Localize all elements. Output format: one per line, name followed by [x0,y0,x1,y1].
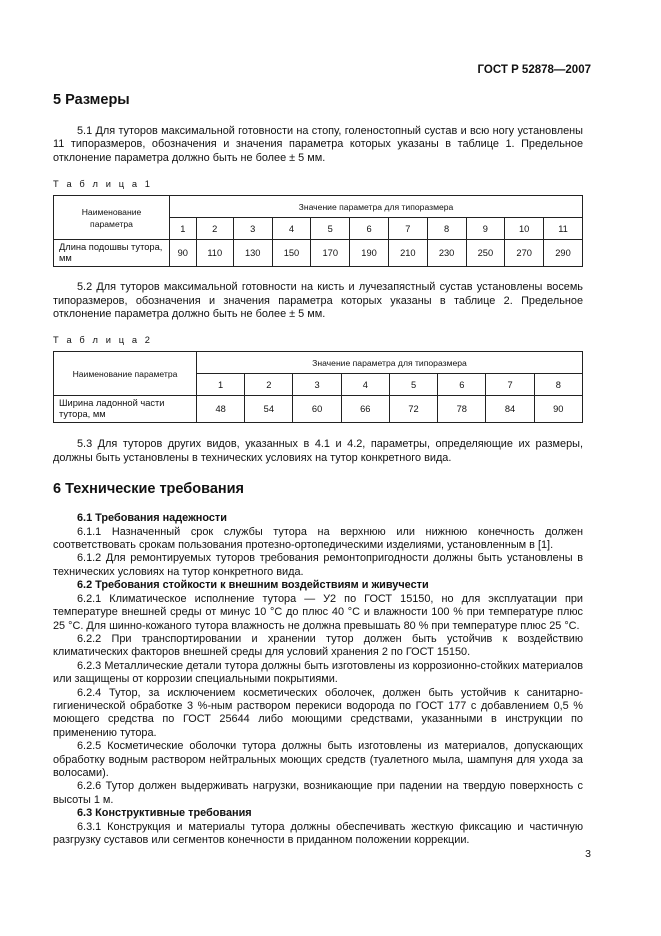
table-1-value: 230 [427,240,466,267]
table-2-size: 8 [534,374,582,396]
table-1-value: 290 [544,240,583,267]
table-1-size: 11 [544,218,583,240]
table-2-value: 54 [245,396,293,423]
paragraph-6-3-1: 6.3.1 Конструкция и материалы тутора должны обеспечивать жесткую фиксацию и частичную разгрузку суставов или сегментов конечности в приданном положении коррекции. [53,820,583,846]
table-2-caption: Т а б л и ц а 2 [53,335,153,346]
table-1-size: 3 [233,218,272,240]
paragraph-6-2-1: 6.2.1 Климатическое исполнение тутора — У2 по ГОСТ 15150, но для эксплуатации при температуре внешней среды от минус 10 °С до плюс 40 °С и влажности 100 % при температуре плюс 25 °С. Для шинно-кожаного тутора влажность не должна превышать 80 % при температуре плюс 25 °С. [53,592,583,632]
table-1-value: 130 [233,240,272,267]
table-2 [53,351,583,423]
table-1-value: 190 [350,240,389,267]
table-2-value: 66 [341,396,389,423]
document-id: ГОСТ Р 52878—2007 [477,64,591,76]
table-1-size: 6 [350,218,389,240]
table-1-size: 4 [272,218,311,240]
document-body [53,92,583,847]
section-6-title: 6 Технические требования [53,481,245,498]
table-1-value: 250 [466,240,505,267]
table-1-caption: Т а б л и ц а 1 [53,179,153,190]
table-2-size: 1 [197,374,245,396]
paragraph-6-2-6: 6.2.6 Тутор должен выдерживать нагрузки, возникающие при падении на твердую поверхность с высоты 1 м. [53,780,583,806]
table-1-value: 90 [170,240,197,267]
table-2-value: 84 [486,396,534,423]
paragraph-6-2-3: 6.2.3 Металлические детали тутора должны быть изготовлены из коррозионно-стойких материалов или защищены от коррозии специальными покрытиями. [53,659,583,686]
paragraph-6-2-5: 6.2.5 Косметические оболочки тутора должны быть изготовлены из материалов, допускающих обработку водным раствором нейтральных моющих средств (туалетного мыла, шампуня для ухода за волосами). [53,740,583,779]
paragraph-5-3: 5.3 Для туторов других видов, указанных в 4.1 и 4.2, параметры, определяющие их размеры, должны быть установлены в технических условиях на тутор конкретного вида. [53,438,583,464]
table-1-value: 270 [505,240,544,267]
table-2-value: 48 [197,396,245,423]
table-1-data-row [54,240,583,267]
table-1-size: 9 [466,218,505,240]
paragraph-6-2-4: 6.2.4 Тутор, за исключением косметических оболочек, должен быть устойчив к санитарно-гигиенической обработке 3 %-ным раствором перекиси водорода по ГОСТ 177 с добавлением 0,5 % моющего средства по ГОСТ 25644 либо моющими средствами, указанными в инструкции по применению тутора. [53,686,583,739]
section-5-title: 5 Размеры [53,92,130,108]
table-1-size: 7 [388,218,427,240]
subsection-6-1-title: 6.1 Требования надежности [77,512,227,525]
table-2-size: 4 [341,374,389,396]
table-1-value: 150 [272,240,311,267]
paragraph-6-1-2: 6.1.2 Для ремонтируемых туторов требования ремонтопригодности должны быть установлены в технических условиях на тутор конкретного вида. [53,552,583,578]
table-1-value: 110 [196,240,233,267]
table-1-value-header: Значение параметра для типоразмера [170,196,583,218]
table-2-value-header: Значение параметра для типоразмера [197,352,583,374]
table-2-param-header: Наименование параметра [54,352,197,396]
table-1-value: 170 [311,240,350,267]
table-2-size: 7 [486,374,534,396]
table-2-data-row [54,396,583,423]
table-1-size: 8 [427,218,466,240]
paragraph-5-2: 5.2 Для туторов максимальной готовности на кисть и лучезапястный сустав установлены восемь типоразмеров, обозначения и значения параметра которых указаны в таблице 2. Предельное отклонение параметра должно быть не более ± 5 мм. [53,281,583,321]
page-number: 3 [585,848,591,860]
table-2-row-label: Ширина ладонной части тутора, мм [54,396,197,423]
table-2-value: 78 [438,396,486,423]
table-2-size: 5 [389,374,437,396]
table-1-value: 210 [388,240,427,267]
table-2-value: 72 [389,396,437,423]
table-1-size: 5 [311,218,350,240]
table-2-size: 2 [245,374,293,396]
table-1-size: 2 [196,218,233,240]
table-2-value: 60 [293,396,341,423]
table-1-size: 1 [170,218,197,240]
table-1-param-header: Наименование параметра [54,196,170,240]
paragraph-5-1: 5.1 Для туторов максимальной готовности на стопу, голеностопный сустав и всю ногу установлены 11 типоразмеров, обозначения и значения параметра которых указаны в таблице 1. Предельное отклонение параметра должно быть не более ± 5 мм. [53,125,583,164]
table-1-size: 10 [505,218,544,240]
table-1 [53,195,583,267]
table-2-size: 3 [293,374,341,396]
subsection-6-3-title: 6.3 Конструктивные требования [77,807,252,820]
paragraph-6-2-2: 6.2.2 При транспортировании и хранении тутор должен быть устойчив к воздействию климатических факторов внешней среды для условий хранения 2 по ГОСТ 15150. [53,632,583,659]
paragraph-6-1-1: 6.1.1 Назначенный срок службы тутора на верхнюю или нижнюю конечность должен соответствовать срокам пользования протезно-ортопедическими изделиями, установленным в [1]. [53,525,583,552]
subsection-6-2-title: 6.2 Требования стойкости к внешним воздействиям и живучести [77,579,429,592]
table-2-size: 6 [438,374,486,396]
table-1-row-label: Длина подошвы тутора, мм [54,240,170,267]
table-2-value: 90 [534,396,582,423]
